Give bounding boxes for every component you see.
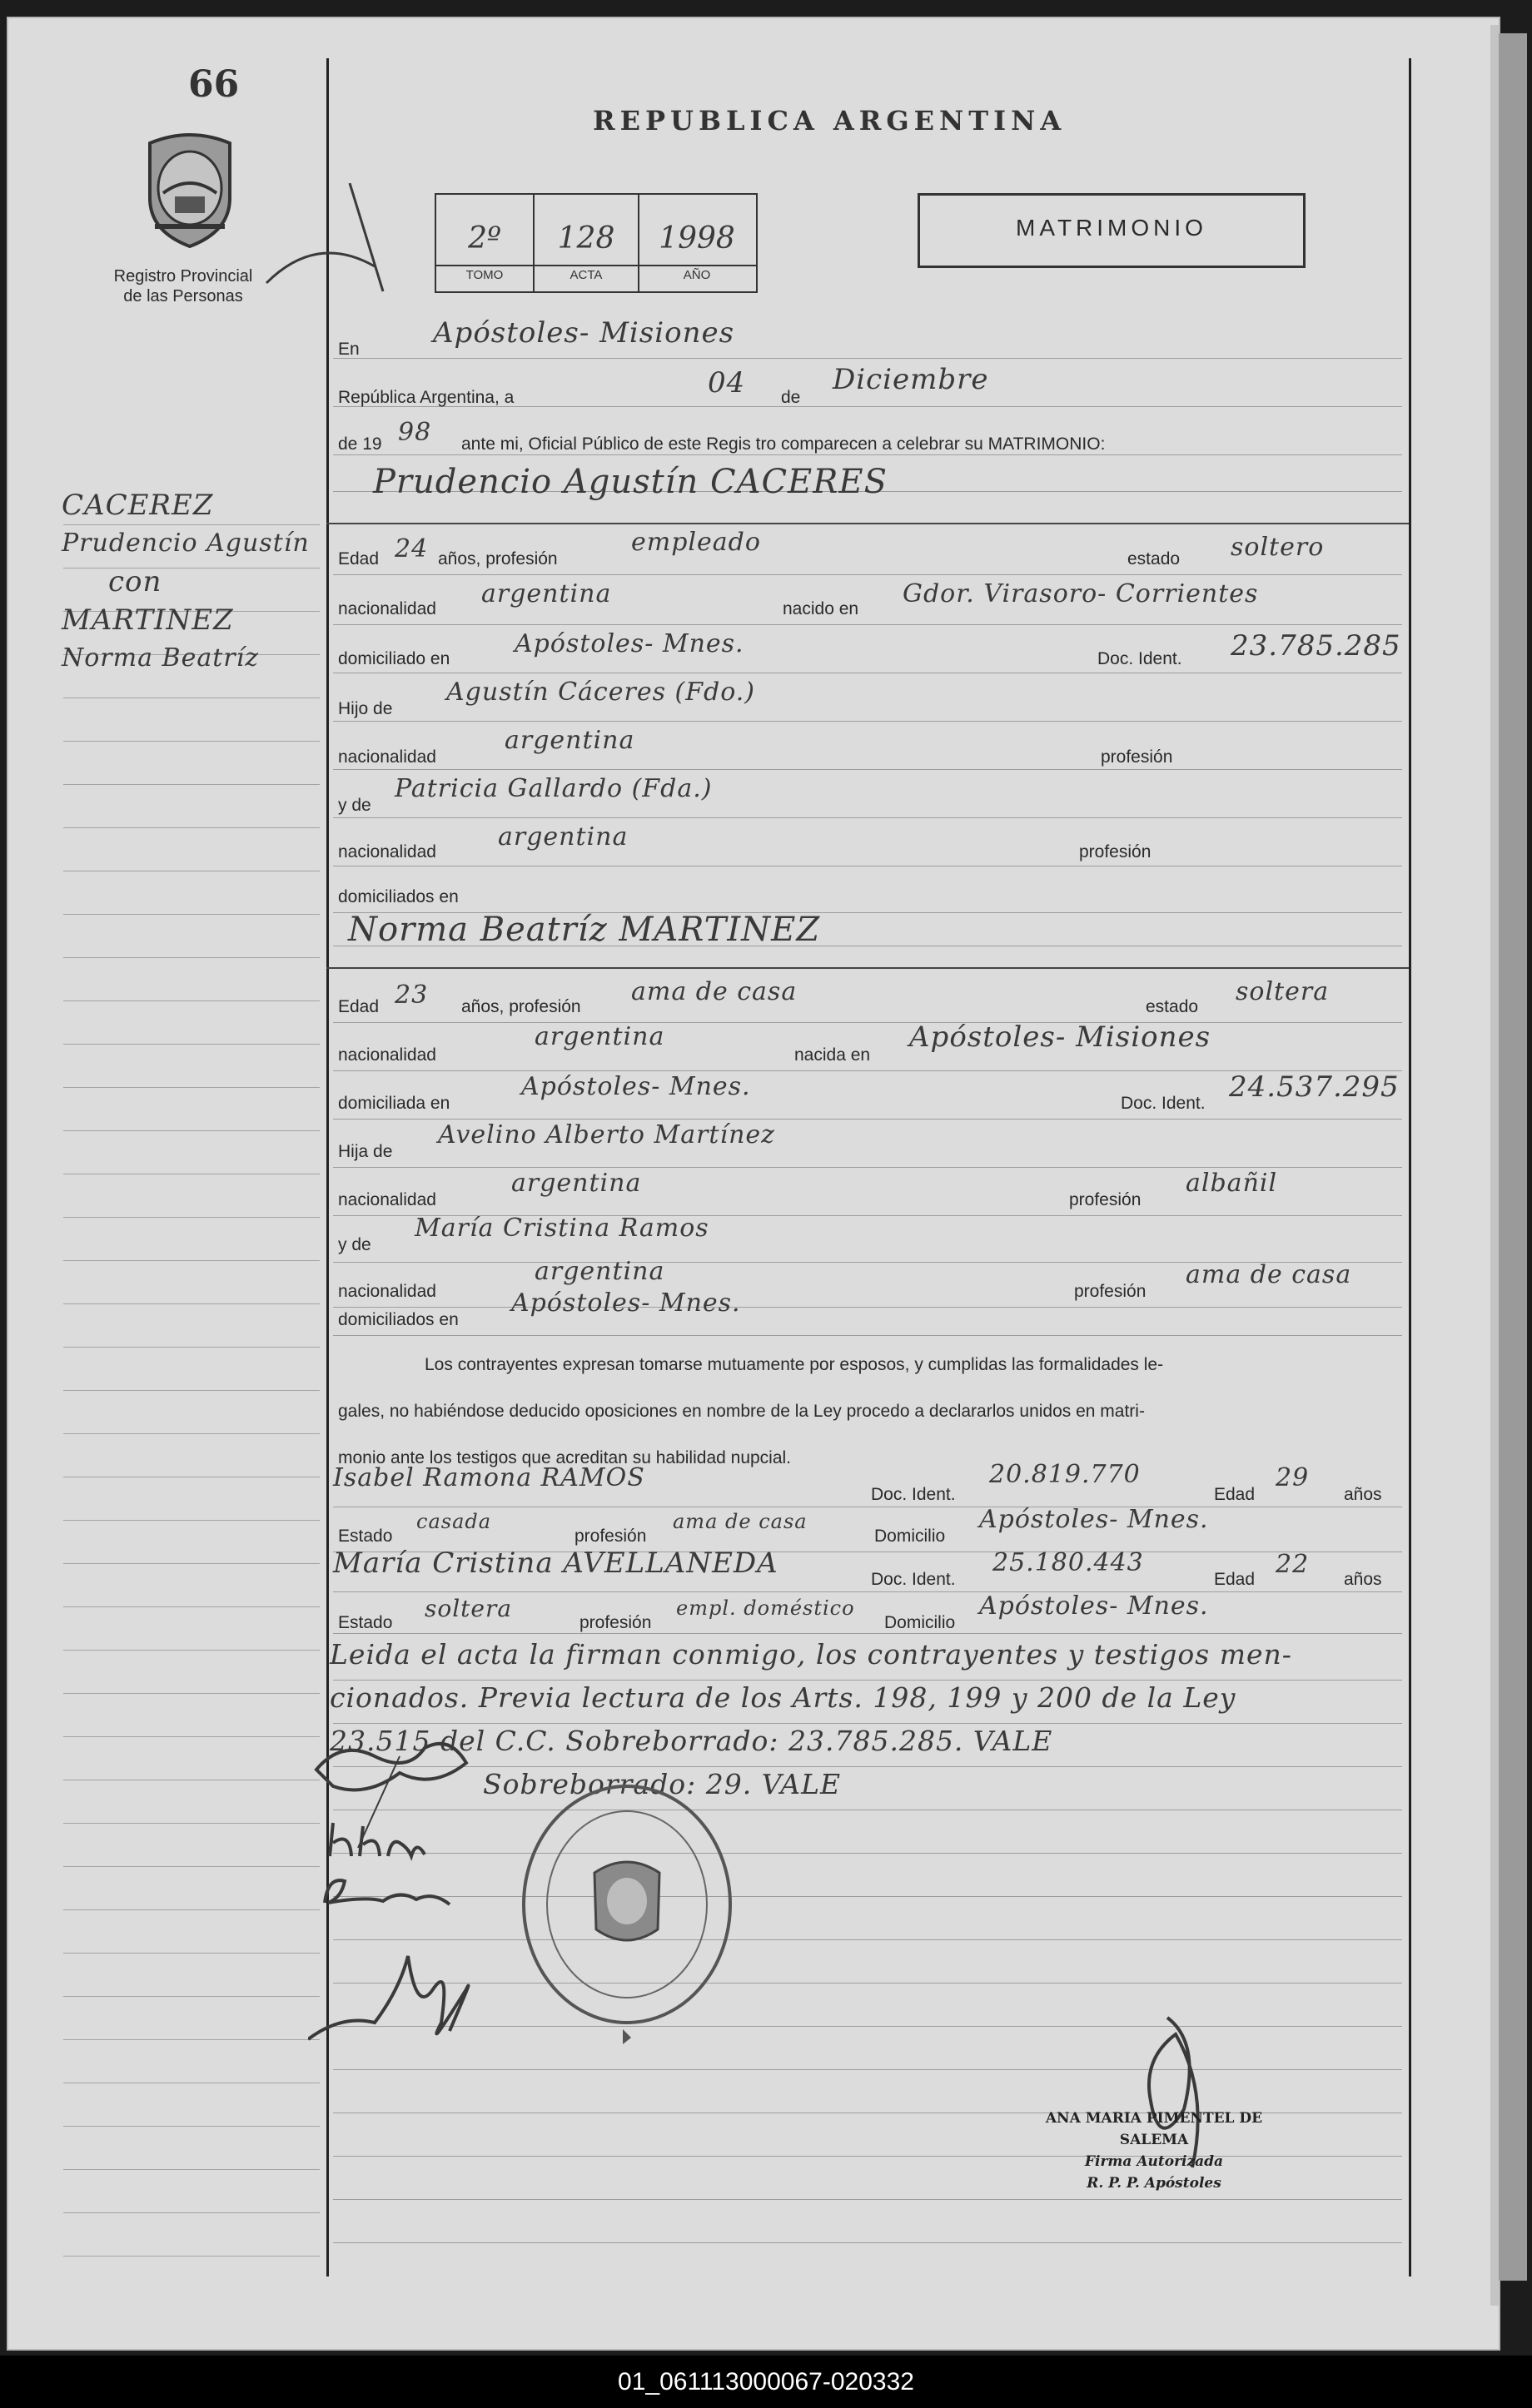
official-title: Firma Autorizada xyxy=(1084,2153,1224,2170)
bride-hija-label: Hija de xyxy=(338,1142,393,1161)
groom-father-prof-label: profesión xyxy=(1101,747,1173,767)
margin-note xyxy=(62,486,310,678)
witness1-name: Isabel Ramona RAMOS xyxy=(333,1463,645,1492)
margin-signature-stroke xyxy=(250,183,400,304)
body-rule-line xyxy=(333,721,1402,722)
margin-rule-line xyxy=(63,1823,320,1824)
margin-rule-line xyxy=(63,1260,320,1261)
groom-birthplace: Gdor. Virasoro- Corrientes xyxy=(903,579,1259,608)
margin-rule-line xyxy=(63,1000,320,1001)
groom-hijo-label: Hijo de xyxy=(338,699,393,718)
groom-age: 24 xyxy=(395,534,429,564)
groom-dom-label: domiciliado en xyxy=(338,649,450,668)
groom-father-nationality: argentina xyxy=(505,726,635,755)
body-rule-line xyxy=(333,454,1402,455)
book-edge xyxy=(1499,33,1527,2281)
margin-rule-line xyxy=(63,784,320,785)
groom-nacido-label: nacido en xyxy=(783,599,859,618)
margin-rule-line xyxy=(63,2256,320,2257)
bride-father: Avelino Alberto Martínez xyxy=(438,1120,775,1149)
margin-note-line-3: con xyxy=(108,565,162,598)
groom-father-nac-label: nacionalidad xyxy=(338,747,436,767)
witness1-prof-label: profesión xyxy=(574,1527,647,1546)
body-rule-line xyxy=(333,358,1402,359)
margin-rule-line xyxy=(63,1520,320,1521)
year-prefix: de 19 xyxy=(338,434,382,454)
bride-civil-status: soltera xyxy=(1236,977,1330,1006)
page-edge xyxy=(1490,25,1499,2306)
witness2-doc: 25.180.443 xyxy=(992,1548,1144,1577)
en-label: En xyxy=(338,340,360,359)
bride-birthplace: Apóstoles- Misiones xyxy=(909,1020,1211,1054)
bride-doc-label: Doc. Ident. xyxy=(1121,1094,1206,1113)
groom-nationality: argentina xyxy=(481,579,612,608)
witness2-prof-label: profesión xyxy=(579,1613,652,1632)
margin-note-line-4: MARTINEZ xyxy=(62,603,234,637)
margin-rule-line xyxy=(63,1606,320,1607)
closing-line-3: 23.515 del C.C. Sobreborrado: 23.785.285. VALE xyxy=(330,1725,1053,1757)
witness2-name: María Cristina AVELLANEDA xyxy=(333,1547,778,1580)
month-value: Diciembre xyxy=(833,363,989,396)
document-title: REPUBLICA ARGENTINA xyxy=(593,105,1067,137)
margin-note-line-1: CACEREZ xyxy=(62,489,214,522)
margin-note-line-5: Norma Beatríz xyxy=(62,643,260,673)
margin-rule-line xyxy=(63,957,320,958)
margin-rule-line xyxy=(63,1693,320,1694)
bride-yde-label: y de xyxy=(338,1235,371,1254)
bride-doms-label: domiciliados en xyxy=(338,1310,459,1329)
registry-line-1: Registro Provincial xyxy=(113,267,253,285)
body-rule-line xyxy=(333,1335,1402,1336)
bride-edad-label: Edad xyxy=(338,997,380,1016)
declaration xyxy=(338,1342,1387,1482)
acta-label: ACTA xyxy=(570,268,603,282)
groom-profession: empleado xyxy=(631,528,761,557)
folio-number: 66 xyxy=(188,63,240,106)
tomo-cell xyxy=(436,221,533,256)
margin-rule-line xyxy=(63,1650,320,1651)
witness1-edad-label: Edad xyxy=(1214,1485,1256,1504)
witness1-doc-label: Doc. Ident. xyxy=(871,1485,956,1504)
day-value: 04 xyxy=(708,366,746,400)
bride-parents-domicile: Apóstoles- Mnes. xyxy=(511,1288,741,1318)
body-rule-line xyxy=(333,1167,1402,1168)
bride-dom-label: domiciliada en xyxy=(338,1094,450,1113)
groom-yde-label: y de xyxy=(338,796,371,815)
closing-line-4: Sobreborrado: 29. VALE xyxy=(483,1768,842,1800)
groom-mother-prof-label: profesión xyxy=(1079,842,1151,861)
groom-profesion-label: años, profesión xyxy=(438,549,558,568)
witness1-civil-status: casada xyxy=(416,1510,492,1533)
declaration-line-1: Los contrayentes expresan tomarse mutuamente por esposos, y cumplidas las formalidades le- xyxy=(425,1355,1164,1374)
groom-estado-label: estado xyxy=(1127,549,1181,568)
registry-crest xyxy=(138,127,241,254)
margin-rule-line xyxy=(63,1130,320,1131)
de-label: de xyxy=(781,388,801,407)
declaration-line-3: monio ante los testigos que acreditan su habilidad nupcial. xyxy=(338,1448,792,1467)
bride-estado-label: estado xyxy=(1146,997,1199,1016)
image-id-footer: 01_061113000067-020332 xyxy=(0,2356,1532,2408)
ano-value: 1998 xyxy=(659,221,735,256)
groom-doc: 23.785.285 xyxy=(1231,629,1401,663)
margin-rule-line xyxy=(63,1390,320,1391)
groom-civil-status: soltero xyxy=(1231,533,1325,562)
margin-note-line-2: Prudencio Agustín xyxy=(62,529,310,558)
margin-rule-line xyxy=(63,2126,320,2127)
declaration-line-2: gales, no habiéndose deducido oposiciones en nombre de la Ley procedo a declararlos unidos en matri- xyxy=(338,1402,1145,1421)
body-rule-line xyxy=(333,1307,1402,1308)
witness1-profession: ama de casa xyxy=(673,1510,808,1533)
body-rule-line xyxy=(333,817,1402,818)
witness2-edad-label: Edad xyxy=(1214,1570,1256,1589)
signatures xyxy=(308,1740,525,2093)
bride-doc: 24.537.295 xyxy=(1229,1070,1400,1104)
groom-name: Prudencio Agustín CACERES xyxy=(373,463,888,501)
official-seal xyxy=(518,1780,736,2052)
margin-rule-line xyxy=(63,914,320,915)
body-rule-line xyxy=(333,2199,1402,2200)
margin-rule-line xyxy=(63,1303,320,1304)
tomo-value: 2º xyxy=(468,221,501,256)
witness1-anos-label: años xyxy=(1344,1485,1382,1504)
statement: ante mi, Oficial Público de este Regis tro comparecen a celebrar su MATRIMONIO: xyxy=(461,434,1106,454)
witness2-age: 22 xyxy=(1276,1550,1310,1579)
margin-rule-line xyxy=(63,1866,320,1867)
margin-rule-line xyxy=(63,1563,320,1564)
margin-rule-line xyxy=(63,741,320,742)
witness2-anos-label: años xyxy=(1344,1570,1382,1589)
bride-father-prof-label: profesión xyxy=(1069,1190,1142,1209)
margin-rule-line xyxy=(63,1909,320,1910)
bride-mother-profession: ama de casa xyxy=(1186,1260,1352,1289)
closing-line-2: cionados. Previa lectura de los Arts. 198, 199 y 200 de la Ley xyxy=(330,1681,1236,1714)
bride-domicile: Apóstoles- Mnes. xyxy=(521,1072,751,1101)
body-rule-line xyxy=(333,2242,1402,2243)
bride-profesion-label: años, profesión xyxy=(461,997,581,1016)
body-rule-line xyxy=(333,1022,1402,1023)
place-value: Apóstoles- Misiones xyxy=(433,316,735,350)
bride-profession: ama de casa xyxy=(631,977,798,1006)
body-rule-line xyxy=(333,624,1402,625)
bride-age: 23 xyxy=(395,981,429,1010)
margin-rule-line xyxy=(63,1996,320,1997)
ano-cell xyxy=(639,221,754,256)
witness1-age: 29 xyxy=(1276,1463,1310,1492)
bride-father-nationality: argentina xyxy=(511,1169,642,1198)
body-rule-line xyxy=(333,769,1402,770)
witness2-estado-label: Estado xyxy=(338,1613,393,1632)
margin-rule-line xyxy=(63,1347,320,1348)
acta-cell xyxy=(535,221,638,256)
margin-rule-line xyxy=(63,1087,320,1088)
margin-rule-line xyxy=(63,2212,320,2213)
groom-doms-label: domiciliados en xyxy=(338,887,459,906)
margin-rule-line xyxy=(63,1953,320,1954)
witness2-doc-label: Doc. Ident. xyxy=(871,1570,956,1589)
witness2-dom-label: Domicilio xyxy=(884,1613,956,1632)
witness2-civil-status: soltera xyxy=(425,1595,513,1622)
groom-domicile: Apóstoles- Mnes. xyxy=(515,629,744,658)
groom-nac-label: nacionalidad xyxy=(338,599,436,618)
official-office: R. P. P. Apóstoles xyxy=(1087,2175,1221,2192)
bride-father-profession: albañil xyxy=(1186,1169,1278,1198)
groom-edad-label: Edad xyxy=(338,549,380,568)
margin-rule-line xyxy=(63,1217,320,1218)
republica-label: República Argentina, a xyxy=(338,388,515,407)
bride-mother-nationality: argentina xyxy=(535,1257,665,1286)
bride-name: Norma Beatríz MARTINEZ xyxy=(348,911,821,949)
body-rule-line xyxy=(333,574,1402,575)
bride-nac-label: nacionalidad xyxy=(338,1045,436,1065)
bride-mother-prof-label: profesión xyxy=(1074,1282,1147,1301)
ano-label: AÑO xyxy=(683,268,711,282)
acta-value: 128 xyxy=(557,221,615,256)
margin-rule-line xyxy=(63,1736,320,1737)
body-rule-line xyxy=(333,1119,1402,1120)
bride-mother-nac-label: nacionalidad xyxy=(338,1282,436,1301)
groom-mother: Patricia Gallardo (Fda.) xyxy=(395,774,713,803)
margin-rule-line xyxy=(63,827,320,828)
witness2-domicile: Apóstoles- Mnes. xyxy=(979,1591,1209,1621)
bride-father-nac-label: nacionalidad xyxy=(338,1190,436,1209)
registry-line-2: de las Personas xyxy=(123,287,243,305)
official-stamp xyxy=(1021,2108,1287,2194)
body-rule-line xyxy=(333,1591,1402,1592)
bride-nacida-label: nacida en xyxy=(794,1045,871,1065)
margin-rule-line xyxy=(63,1044,320,1045)
margin-rule-line xyxy=(63,2039,320,2040)
witness2-profession: empl. doméstico xyxy=(676,1596,855,1620)
closing-line-1: Leida el acta la firman conmigo, los contrayentes y testigos men- xyxy=(330,1638,1292,1671)
right-border xyxy=(1409,58,1411,2276)
margin-rule-line xyxy=(63,2169,320,2170)
witness1-domicile: Apóstoles- Mnes. xyxy=(979,1505,1209,1534)
groom-father: Agustín Cáceres (Fdo.) xyxy=(446,678,756,707)
margin-rule-line xyxy=(63,1433,320,1434)
witness1-doc: 20.819.770 xyxy=(989,1460,1141,1489)
tomo-label: TOMO xyxy=(465,268,504,282)
year-suffix: 98 xyxy=(398,418,432,447)
record-type: MATRIMONIO xyxy=(1016,215,1207,241)
witness1-dom-label: Domicilio xyxy=(874,1527,946,1546)
groom-mother-nac-label: nacionalidad xyxy=(338,842,436,861)
groom-mother-nationality: argentina xyxy=(498,822,629,851)
witness1-estado-label: Estado xyxy=(338,1527,393,1546)
official-name: ANA MARIA PIMENTEL DE SALEMA xyxy=(1045,2110,1263,2148)
bride-mother: María Cristina Ramos xyxy=(415,1214,709,1243)
groom-doc-label: Doc. Ident. xyxy=(1097,649,1182,668)
bride-nationality: argentina xyxy=(535,1022,665,1051)
